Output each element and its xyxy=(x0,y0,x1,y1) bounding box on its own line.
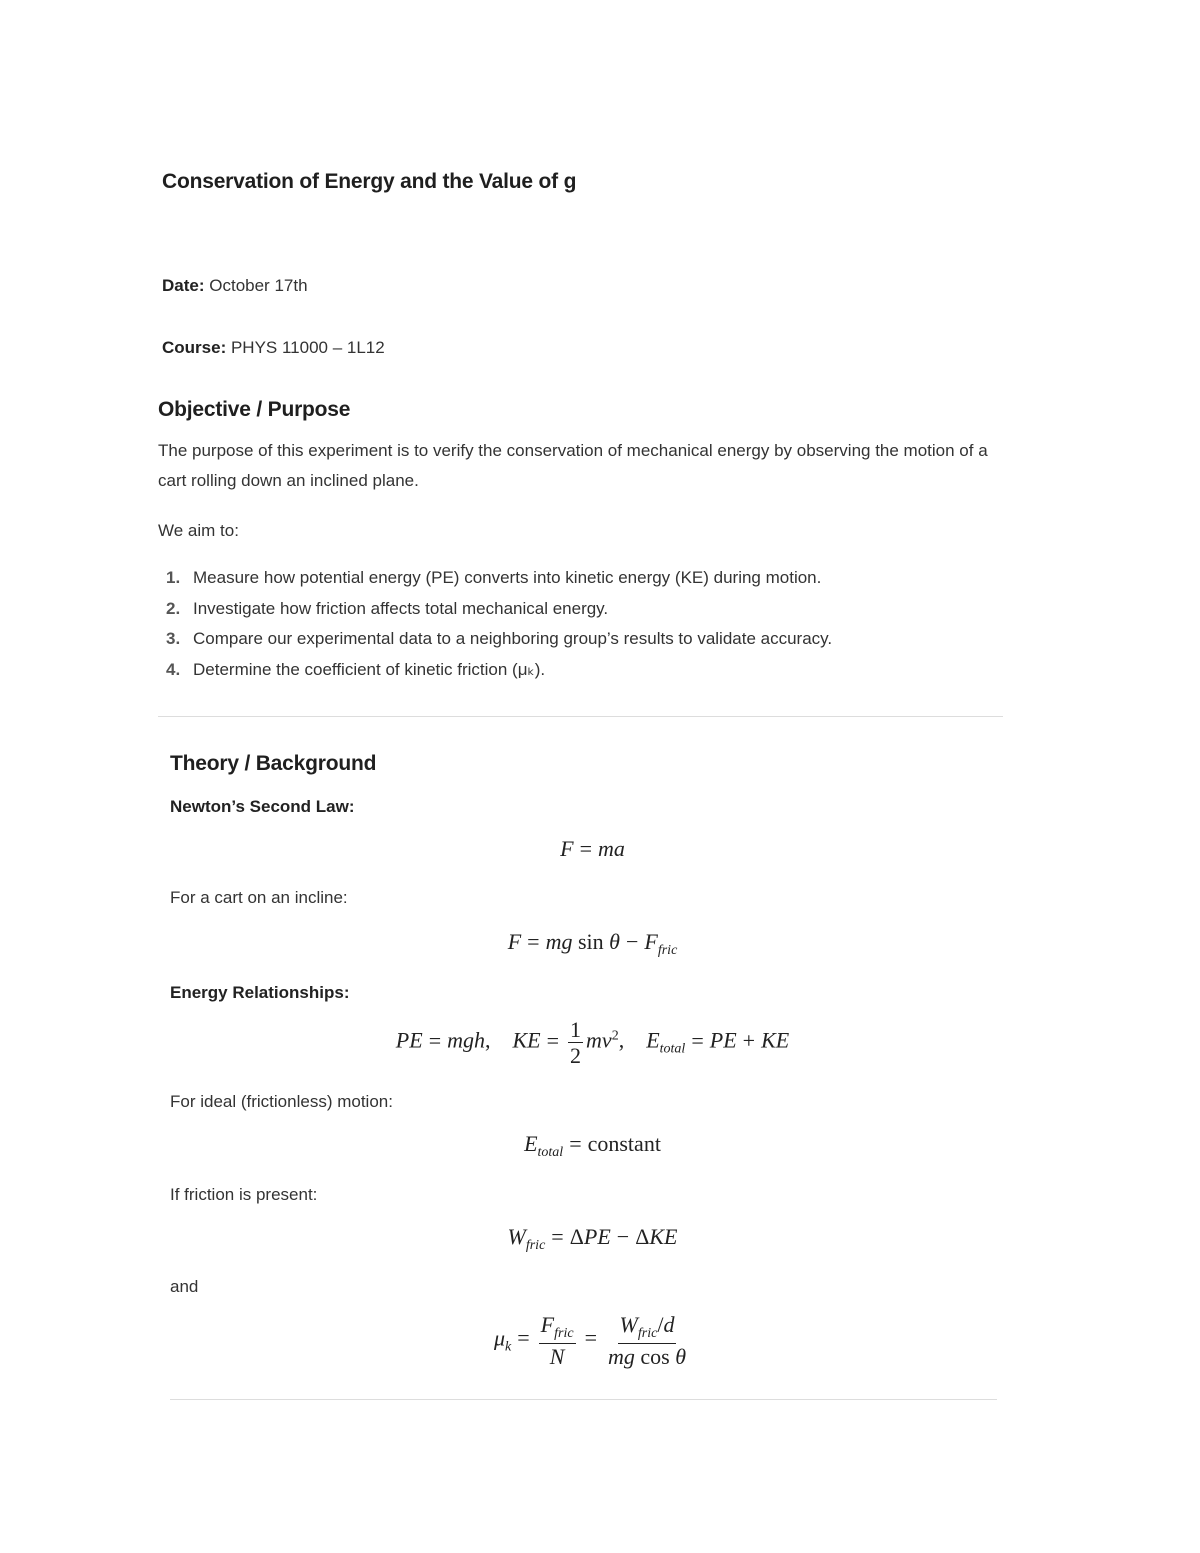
newton-label: Newton’s Second Law: xyxy=(170,797,355,816)
and-text: and xyxy=(170,1277,199,1296)
section-divider xyxy=(158,716,1003,717)
objective-heading: Objective / Purpose xyxy=(158,398,351,421)
list-item xyxy=(166,596,832,627)
document-title: Conservation of Energy and the Value of g xyxy=(162,170,577,193)
equation-ideal: $E_{total}$ = constant xyxy=(524,1131,661,1160)
course-value: PHYS 11000 – 1L12 xyxy=(230,338,385,357)
equation-newton: F = ma xyxy=(560,836,625,861)
aims-list xyxy=(166,565,832,688)
list-number: 2. xyxy=(166,598,181,618)
friction-text: If friction is present: xyxy=(170,1185,318,1204)
list-text: Investigate how friction affects total mechanical energy. xyxy=(193,598,609,618)
list-text: Determine the coefficient of kinetic friction (μₖ). xyxy=(193,660,546,680)
date-value: October 17th xyxy=(209,276,308,295)
list-number: 3. xyxy=(166,629,181,649)
list-text: Measure how potential energy (PE) converts into kinetic energy (KE) during motion. xyxy=(193,568,822,587)
incline-text: For a cart on an incline: xyxy=(170,888,348,907)
list-item xyxy=(166,565,832,596)
list-number: 4. xyxy=(166,660,181,680)
theory-heading: Theory / Background xyxy=(170,752,377,775)
equation-incline: F = mg $\sin \theta - F_{fric}$ xyxy=(507,929,678,958)
fraction-work-over-weight: $\frac{W_{fric}/d}{\text{mg cos θ}}$ xyxy=(607,1312,687,1369)
list-item xyxy=(166,657,832,688)
equation-work-friction: $W_{fric} = \Delta PE - \Delta KE$ xyxy=(507,1224,678,1253)
objective-paragraph: The purpose of this experiment is to verify the conservation of mechanical energy by observing the motion of a cart rolling down an inclined plane. xyxy=(158,441,988,490)
fraction-friction-over-normal: $\frac{F_{fric}}{N}$ xyxy=(540,1312,574,1369)
equation-mu-k: $\mu_k$ = $\frac{F_{fric}}{N}$ = $\frac{W_{fric}/d}{\text{mg cos θ}}$ xyxy=(493,1312,687,1369)
fraction-half: $\frac{1}{2}$ xyxy=(570,1017,582,1069)
date-line xyxy=(162,276,308,296)
section-divider-bottom xyxy=(170,1399,997,1400)
list-item xyxy=(166,626,832,657)
course-line xyxy=(162,338,385,358)
date-label: Date: xyxy=(162,276,205,295)
list-text: Compare our experimental data to a neighboring group’s results to validate accuracy. xyxy=(193,629,833,649)
list-number: 1. xyxy=(166,568,181,587)
aim-intro: We aim to: xyxy=(158,521,239,540)
energy-label: Energy Relationships: xyxy=(170,983,350,1002)
equation-energy: PE = mgh, KE = $\frac{1}{2}$ $mv^2$, $E_{total}$ = PE + KE xyxy=(395,1017,790,1069)
ideal-text: For ideal (frictionless) motion: xyxy=(170,1092,393,1111)
course-label: Course: xyxy=(162,338,227,357)
